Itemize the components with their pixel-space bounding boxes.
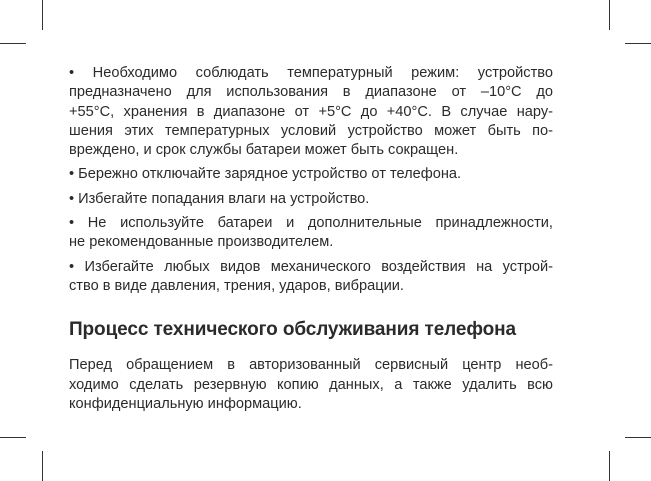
text-line: шения этих температурных условий устройство может быть по-: [69, 122, 553, 139]
text-line: не рекомендованные производителем.: [69, 234, 334, 251]
text-line: ство в виде давления, трения, ударов, вибрации.: [69, 277, 404, 294]
bullet-temperature: [69, 64, 553, 160]
crop-mark-bottom-right-horizontal: [625, 437, 651, 438]
text-line: Перед обращением в авторизованный сервисный центр необ-: [69, 357, 553, 374]
text-line: ходимо сделать резервную копию данных, а также удалить всю: [69, 376, 553, 393]
section-heading: Процесс технического обслуживания телефона: [69, 319, 516, 341]
bullet-moisture: [69, 190, 553, 209]
crop-mark-top-left-vertical: [42, 0, 43, 30]
bullet-accessories: [69, 214, 553, 253]
page-content: [69, 64, 553, 414]
text-line: • Избегайте попадания влаги на устройство.: [69, 190, 370, 207]
text-line: предназначено для использования в диапазоне от –10°С до: [69, 84, 553, 101]
crop-mark-bottom-right-vertical: [609, 451, 610, 481]
crop-mark-top-right-horizontal: [625, 43, 651, 44]
text-line: вреждено, и срок службы батареи может быть сокращен.: [69, 142, 459, 159]
text-line: • Не используйте батареи и дополнительные принадлежности,: [69, 215, 553, 232]
text-line: • Необходимо соблюдать температурный режим: устройство: [69, 65, 553, 81]
crop-mark-top-left-horizontal: [0, 43, 26, 44]
crop-mark-bottom-left-horizontal: [0, 437, 26, 438]
bullet-charger: [69, 165, 553, 184]
crop-mark-top-right-vertical: [609, 0, 610, 30]
section-body: [69, 356, 553, 414]
text-line: +55°С, хранения в диапазоне от +5°С до +40°С. В случае нару-: [69, 103, 553, 120]
text-line: конфиденциальную информацию.: [69, 395, 302, 412]
bullet-mechanical: [69, 258, 553, 297]
crop-mark-bottom-left-vertical: [42, 451, 43, 481]
text-line: • Бережно отключайте зарядное устройство от телефона.: [69, 166, 462, 183]
text-line: • Избегайте любых видов механического воздействия на устрой-: [69, 258, 553, 275]
